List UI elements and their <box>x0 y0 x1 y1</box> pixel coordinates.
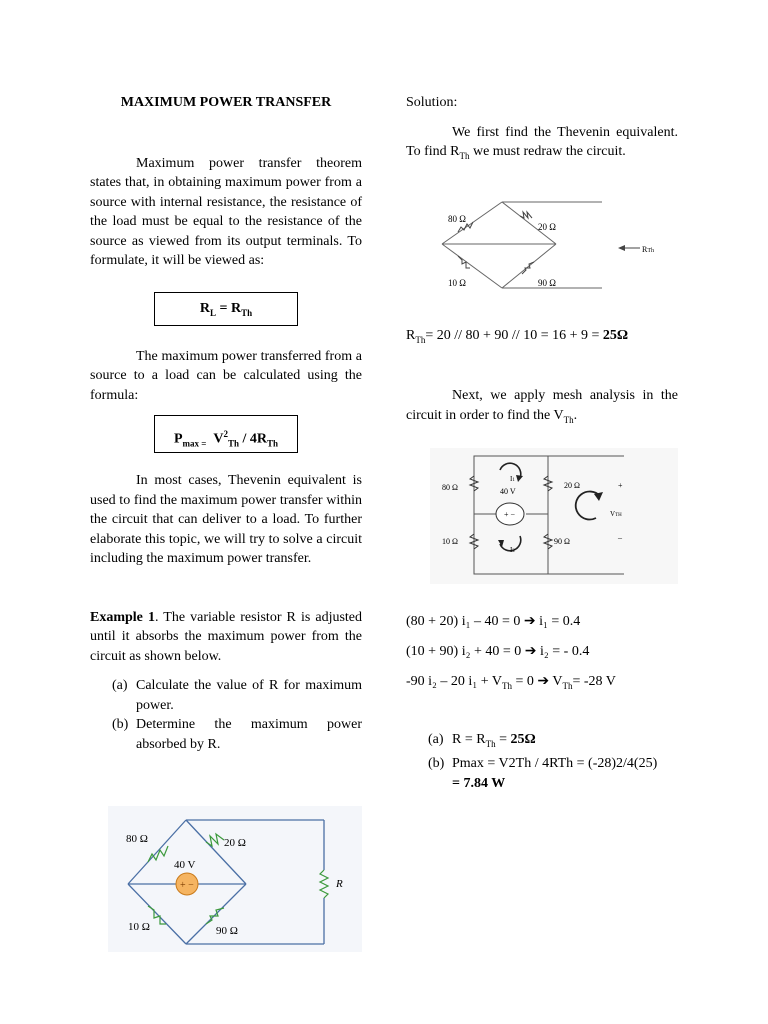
label-10: 10 Ω <box>128 921 150 933</box>
label-90: 90 Ω <box>216 925 238 937</box>
thevenin-circuit <box>406 190 676 302</box>
formula1-lhs-sub: L <box>210 307 217 318</box>
answer-list <box>428 730 678 793</box>
mesh-paragraph <box>406 386 678 430</box>
formula-pmax <box>154 415 298 453</box>
eq3b: = 0 ➔ V <box>511 674 563 689</box>
answer-label-empty <box>428 774 452 794</box>
rth-lhs: R <box>406 328 416 343</box>
list-item <box>112 715 362 754</box>
thevenin-paragraph: In most cases, Thevenin equivalent is used to find the maximum power transfer within the circuit that can deliver to a load. To further elaborate this topic, we will try to solve a circuit including the maximum power transfer. <box>90 473 362 566</box>
example-label: Example 1 <box>90 609 155 625</box>
task-list <box>112 676 362 754</box>
label-20: 20 Ω <box>224 837 246 849</box>
para1a: We first find the Thevenin equivalent. To find R <box>406 124 678 159</box>
th-label-10: 10 Ω <box>448 278 466 288</box>
answer-result: = 7.84 W <box>452 775 506 791</box>
example-text: . The variable resistor R is adjusted until it absorbs the maximum power from the circuit as shown below. <box>90 609 363 664</box>
rth-result <box>406 326 678 350</box>
svg-text:+ −: + − <box>504 510 516 519</box>
formula2-v-sup: 2 <box>223 429 229 439</box>
para2-sub: Th <box>563 414 574 425</box>
mesh-minus: – <box>618 533 622 542</box>
rth-eq: = 20 // 80 + 90 // 10 = 16 + 9 = <box>425 328 603 343</box>
equation-2: (10 + 90) i₂ + 40 = 0 ➔ i₂ = - 0.4 <box>406 644 590 659</box>
right-column <box>406 93 678 166</box>
mesh-label-i2: I2 <box>510 546 515 554</box>
rth-sub: Th <box>415 334 426 345</box>
answers <box>406 730 678 793</box>
task-label: (b) <box>112 717 129 732</box>
answer-text: Pmax = V2Th / 4RTh = (-28)2/4(25) <box>452 756 658 772</box>
list-item <box>112 676 362 715</box>
eq3c: = -28 V <box>572 674 616 689</box>
left-column <box>90 93 362 754</box>
mesh-label-10: 10 Ω <box>442 537 458 546</box>
mesh-plus: + <box>618 481 623 490</box>
formula1-lhs: R <box>199 300 210 316</box>
formula2-rest-sub: Th <box>267 438 279 449</box>
eq3a: -90 i₂ – 20 i₁ + V <box>406 674 502 689</box>
mesh-label-40v: 40 V <box>500 487 516 496</box>
th-label-80: 80 Ω <box>448 214 466 224</box>
solution-label: Solution: <box>406 95 458 110</box>
para2a: Next, we apply mesh analysis in the circuit in order to find the V <box>406 388 678 423</box>
label-40v: 40 V <box>174 859 196 871</box>
label-80: 80 Ω <box>126 833 148 845</box>
answer-text: $R = R_{Th} = 25\Omega$ <box>452 732 536 749</box>
equation-1: (80 + 20) i₁ – 40 = 0 ➔ i₁ = 0.4 <box>406 614 581 629</box>
answer-label: (a) <box>428 732 444 747</box>
th-label-20: 20 Ω <box>538 222 556 232</box>
example-paragraph <box>90 608 362 667</box>
eq3-sub: Th <box>501 680 512 691</box>
mesh-label-80: 80 Ω <box>442 483 458 492</box>
para2b: . <box>573 407 578 423</box>
example-circuit <box>108 806 362 952</box>
task-text: Determine the maximum power absorbed by R. <box>136 717 362 752</box>
intro-paragraph: Maximum power transfer theorem states that, in obtaining maximum power from a source with internal resistance, the resistance of the load must be equal to the resistance of the source as viewed from its output terminals. To formulate, it will be viewed as: <box>90 155 362 268</box>
list-item <box>428 754 678 774</box>
list-item <box>428 730 678 754</box>
eq3-sub2: Th <box>562 680 573 691</box>
task-text: Calculate the value of R for maximum power. <box>136 678 362 713</box>
formula2-v: V <box>213 431 224 447</box>
power-paragraph: The maximum power transferred from a source to a load can be calculated using the formula: <box>90 348 362 403</box>
mesh-equations <box>406 612 678 696</box>
mesh-paragraph-wrap <box>406 386 678 430</box>
formula1-eq: = R <box>216 300 242 316</box>
th-label-90: 90 Ω <box>538 278 556 288</box>
formula2-p: P <box>173 431 183 447</box>
mesh-label-vth: VTH <box>610 510 622 518</box>
page-title: MAXIMUM POWER TRANSFER <box>120 95 332 110</box>
list-item <box>428 774 678 794</box>
para1b: we must redraw the circuit. <box>469 144 626 159</box>
task-label: (a) <box>112 678 128 693</box>
equation-3 <box>406 672 678 696</box>
mesh-label-i1: I1 <box>510 475 515 483</box>
mesh-circuit <box>430 448 678 584</box>
formula2-rest: / 4R <box>239 431 268 447</box>
solution-paragraph <box>406 123 678 167</box>
formula1-rhs-sub: Th <box>241 307 253 318</box>
mesh-label-20: 20 Ω <box>564 481 580 490</box>
th-arrow-label: RTh <box>642 245 655 254</box>
para1-sub: Th <box>459 150 470 161</box>
answer-label: (b) <box>428 756 445 772</box>
label-r: R <box>336 878 343 890</box>
formula-rl-rth <box>154 292 298 326</box>
rth-value: 25Ω <box>602 328 629 343</box>
mesh-label-90: 90 Ω <box>554 537 570 546</box>
formula2-p-sub: max = <box>182 438 207 449</box>
formula2-th-sub: Th <box>228 438 240 449</box>
source-plus-minus: + − <box>180 880 194 891</box>
